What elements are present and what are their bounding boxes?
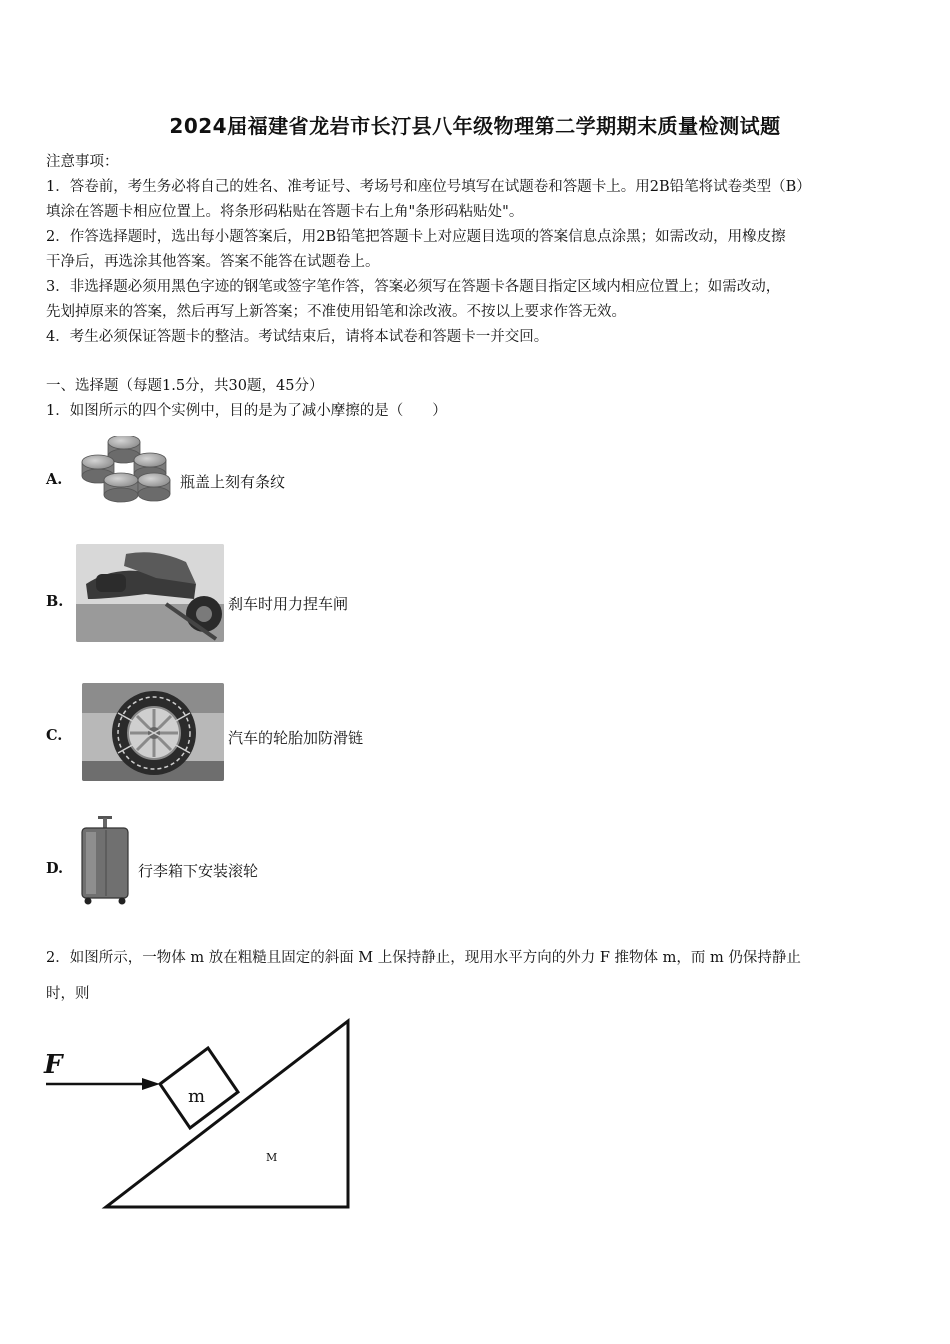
option-b-text: 刹车时用力捏车闸 [228,595,349,613]
notes-line: 1．答卷前，考生务必将自己的姓名、准考证号、考场号和座位号填写在试题卷和答题卡上。用2B铅笔将试卷类型（B） [46,179,811,195]
notes-line: 干净后，再选涂其他答案。答案不能答在试题卷上。 [46,254,380,270]
block-label: m [188,1086,206,1107]
incline-triangle [106,1021,348,1207]
notes-line: 先划掉原来的答案，然后再写上新答案；不准使用铅笔和涂改液。不按以上要求作答无效。 [46,304,626,320]
option-c-letter: C. [46,727,63,744]
page-title: 2024届福建省龙岩市长汀县八年级物理第二学期期末质量检测试题 [169,114,781,138]
tire-chain-image [82,683,224,781]
brake-lever-image [76,544,224,642]
section-heading: 一、选择题（每题1.5分，共30题，45分） [46,378,324,394]
option-a-letter: A. [46,471,63,488]
option-a-text: 瓶盖上刻有条纹 [180,473,286,491]
incline-label: M [266,1151,278,1164]
force-arrowhead [142,1078,160,1090]
notes-line: 4．考生必须保证答题卡的整洁。考试结束后，请将本试卷和答题卡一并交回。 [46,329,549,345]
option-c-text: 汽车的轮胎加防滑链 [228,729,364,747]
notes-line: 2．作答选择题时，选出每小题答案后，用2B铅笔把答题卡上对应题目选项的答案信息点涂黑；如需改动，用橡皮擦 [46,229,786,245]
notes-heading: 注意事项： [46,154,119,170]
option-b-letter: B. [46,593,64,610]
suitcase-image [78,814,132,906]
notes-line: 填涂在答题卡相应位置上。将条形码粘贴在答题卡右上角"条形码粘贴处"。 [46,204,524,220]
force-label: F [44,1050,63,1080]
question-1-stem: 1．如图所示的四个实例中，目的是为了减小摩擦的是（ ） [46,403,447,419]
option-d-letter: D. [46,860,64,877]
option-d-text: 行李箱下安装滚轮 [138,862,259,880]
incline-diagram [40,1015,360,1215]
question-2-stem-cont: 时，则 [46,986,90,1002]
question-2-stem: 2．如图所示，一物体 m 放在粗糙且固定的斜面 M 上保持静止，现用水平方向的外力 F 推物体 m，而 m 仍保持静止 [46,950,801,966]
bottle-caps-image [78,436,178,512]
notes-line: 3．非选择题必须用黑色字迹的钢笔或签字笔作答，答案必须写在答题卡各题目指定区域内相应位置上；如需改动， [46,279,781,295]
